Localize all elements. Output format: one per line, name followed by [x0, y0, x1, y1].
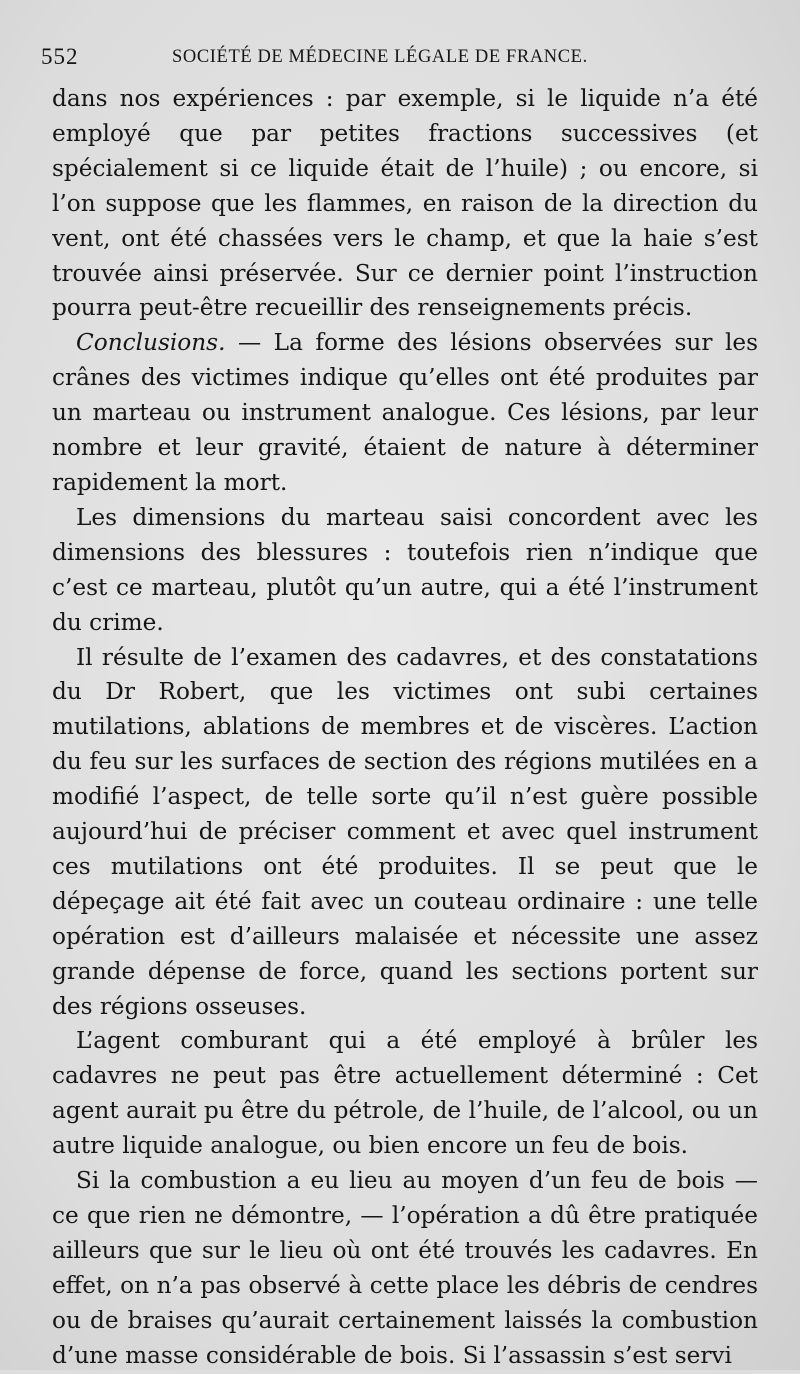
paragraph-text: dans nos expériences : par exemple, si le liquide n’a été employé que par petites fractions successives (et spécialement si ce liquide était de l’huile) ; ou encore, si l’on suppose que les flammes, en raison de la direction du vent, ont été chassées vers le champ, et que la haie s’est trouvée ainsi préservée. Sur ce dernier point l’instruction pourra peut-être recueillir des renseignements précis. [52, 85, 758, 322]
paragraph-text: Il résulte de l’examen des cadavres, et des constatations du Dr Robert, que les victimes ont subi certaines mutilations, ablations de membres et de viscères. L’action du feu sur les surfaces de section des régions mutilées en a modifié l’aspect, de telle sorte qu’il n’est guère possible aujourd’hui de préciser comment et avec quel instrument ces mutilations ont été produites. Il se peut que le dépeçage ait été fait avec un couteau ordinaire : une telle opération est d’ailleurs malaisée et nécessite une assez grande dépense de force, quand les sections portent sur des régions osseuses. [52, 643, 758, 1020]
running-title: SOCIÉTÉ DE MÉDECINE LÉGALE DE FRANCE. [172, 47, 588, 67]
paragraph-text: Si la combustion a eu lieu au moyen d’un feu de bois — ce que rien ne démontre, — l’opération a dû être pratiquée ailleurs que sur le lieu où ont été trouvés les cadavres. En effet, on n’a pas observé à cette place les débris de cendres ou de braises qu’aurait certainement laissés la combustion d’une masse considérable de bois. Si l’assassin s’est servi [52, 1167, 758, 1369]
paragraph [52, 1164, 758, 1373]
paragraph [52, 1024, 758, 1164]
paragraph-text: L’agent comburant qui a été employé à brûler les cadavres ne peut pas être actuellement déterminé : Cet agent aurait pu être du pétrole, de l’huile, de l’alcool, ou un autre liquide analogue, ou bien encore un feu de bois. [52, 1027, 758, 1160]
paragraph-text: Les dimensions du marteau saisi concordent avec les dimensions des blessures : toutefois rien n’indique que c’est ce marteau, plutôt qu’un autre, qui a été l’instrument du crime. [52, 503, 758, 636]
section-lead: Conclusions. [76, 329, 226, 357]
paragraph-text: — La forme des lésions observées sur les crânes des victimes indique qu’elles ont été produites par un marteau ou instrument analogue. Ces lésions, par leur nombre et leur gravité, étaient de nature à déterminer rapidement la mort. [52, 329, 758, 496]
paragraph [52, 82, 758, 326]
body-text [52, 82, 758, 1374]
running-header [41, 42, 758, 82]
paragraph [52, 501, 758, 641]
paragraph [52, 326, 758, 501]
paragraph [52, 641, 758, 1025]
page-number: 552 [41, 44, 79, 69]
